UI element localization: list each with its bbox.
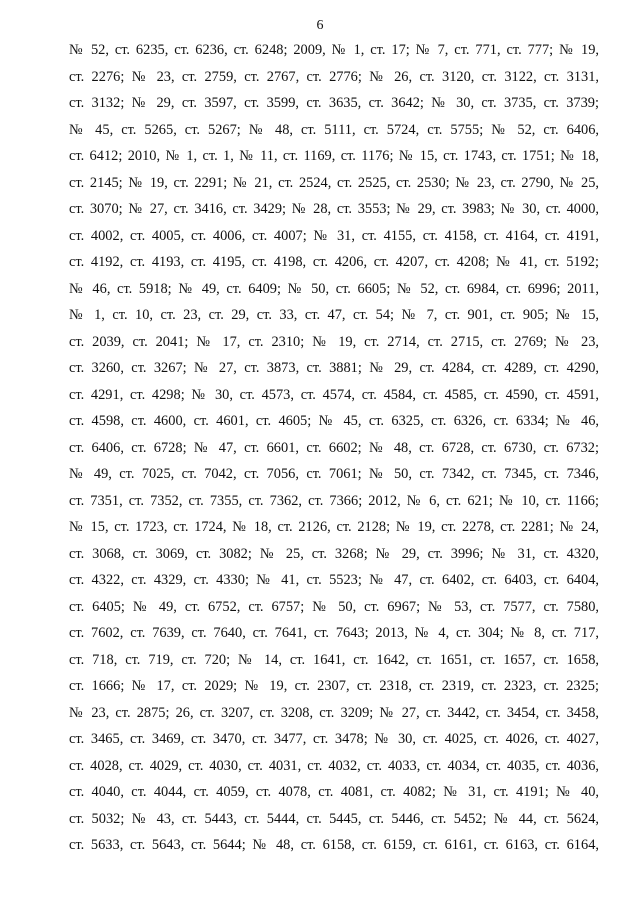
text-line: ст. 7602, ст. 7639, ст. 7640, ст. 7641, ст. 7643; 2013, № 4, ст. 304; № 8, ст. 717, [69,625,599,641]
text-line: ст. 2039, ст. 2041; № 17, ст. 2310; № 19, ст. 2714, ст. 2715, ст. 2769; № 23, [69,333,599,350]
text-line: № 52, ст. 6235, ст. 6236, ст. 6248; 2009, № 1, ст. 17; № 7, ст. 771, ст. 777; № 19, [69,42,599,58]
text-line: ст. 4598, ст. 4600, ст. 4601, ст. 4605; № 45, ст. 6325, ст. 6326, ст. 6334; № 46, [69,413,599,429]
text-line: ст. 718, ст. 719, ст. 720; № 14, ст. 1641, ст. 1642, ст. 1651, ст. 1657, ст. 1658, [69,651,599,668]
text-line: ст. 6412; 2010, № 1, ст. 1, № 11, ст. 1169, ст. 1176; № 15, ст. 1743, ст. 1751; № 18, [69,148,599,164]
text-line: ст. 3068, ст. 3069, ст. 3082; № 25, ст. 3268; № 29, ст. 3996; № 31, ст. 4320, [69,545,599,562]
text-line: ст. 3465, ст. 3469, ст. 3470, ст. 3477, ст. 3478; № 30, ст. 4025, ст. 4026, ст. 4027, [69,731,599,747]
text-line: ст. 7351, ст. 7352, ст. 7355, ст. 7362, ст. 7366; 2012, № 6, ст. 621; № 10, ст. 1166; [69,492,599,509]
text-line: ст. 4002, ст. 4005, ст. 4006, ст. 4007; № 31, ст. 4155, ст. 4158, ст. 4164, ст. 4191, [69,227,599,244]
text-line: ст. 2145; № 19, ст. 2291; № 21, ст. 2524, ст. 2525, ст. 2530; № 23, ст. 2790, № 25, [69,174,599,191]
text-line: ст. 6405; № 49, ст. 6752, ст. 6757; № 50, ст. 6967; № 53, ст. 7577, ст. 7580, [69,598,599,615]
text-line: № 15, ст. 1723, ст. 1724, № 18, ст. 2126, ст. 2128; № 19, ст. 2278, ст. 2281; № 24, [69,519,599,535]
text-line: ст. 5633, ст. 5643, ст. 5644; № 48, ст. 6158, ст. 6159, ст. 6161, ст. 6163, ст. 6164, [69,837,599,853]
text-line: ст. 1666; № 17, ст. 2029; № 19, ст. 2307, ст. 2318, ст. 2319, ст. 2323, ст. 2325; [69,678,599,694]
text-line: № 1, ст. 10, ст. 23, ст. 29, ст. 33, ст. 47, ст. 54; № 7, ст. 901, ст. 905; № 15, [69,307,599,323]
text-line: ст. 4322, ст. 4329, ст. 4330; № 41, ст. 5523; № 47, ст. 6402, ст. 6403, ст. 6404, [69,572,599,588]
text-line: ст. 3070; № 27, ст. 3416, ст. 3429; № 28, ст. 3553; № 29, ст. 3983; № 30, ст. 4000, [69,201,599,217]
document-body [69,37,599,859]
text-line: ст. 5032; № 43, ст. 5443, ст. 5444, ст. 5445, ст. 5446, ст. 5452; № 44, ст. 5624, [69,810,599,827]
text-line: № 23, ст. 2875; 26, ст. 3207, ст. 3208, ст. 3209; № 27, ст. 3442, ст. 3454, ст. 3458, [69,704,599,721]
text-line: № 49, ст. 7025, ст. 7042, ст. 7056, ст. 7061; № 50, ст. 7342, ст. 7345, ст. 7346, [69,466,599,482]
text-line: ст. 4291, ст. 4298; № 30, ст. 4573, ст. 4574, ст. 4584, ст. 4585, ст. 4590, ст. 4591, [69,386,599,403]
text-line: ст. 4192, ст. 4193, ст. 4195, ст. 4198, ст. 4206, ст. 4207, ст. 4208; № 41, ст. 5192; [69,254,599,270]
text-line: ст. 4028, ст. 4029, ст. 4030, ст. 4031, ст. 4032, ст. 4033, ст. 4034, ст. 4035, ст. 4036, [69,757,599,774]
text-line: ст. 3132; № 29, ст. 3597, ст. 3599, ст. 3635, ст. 3642; № 30, ст. 3735, ст. 3739; [69,95,599,111]
text-line: ст. 3260, ст. 3267; № 27, ст. 3873, ст. 3881; № 29, ст. 4284, ст. 4289, ст. 4290, [69,360,599,376]
page-number: 6 [316,18,324,33]
text-line: № 45, ст. 5265, ст. 5267; № 48, ст. 5111, ст. 5724, ст. 5755; № 52, ст. 6406, [69,121,599,138]
text-line: ст. 4040, ст. 4044, ст. 4059, ст. 4078, ст. 4081, ст. 4082; № 31, ст. 4191; № 40, [69,784,599,800]
text-line: ст. 6406, ст. 6728; № 47, ст. 6601, ст. 6602; № 48, ст. 6728, ст. 6730, ст. 6732; [69,439,599,456]
text-line: ст. 2276; № 23, ст. 2759, ст. 2767, ст. 2776; № 26, ст. 3120, ст. 3122, ст. 3131, [69,68,599,85]
text-line: № 46, ст. 5918; № 49, ст. 6409; № 50, ст. 6605; № 52, ст. 6984, ст. 6996; 2011, [69,280,599,297]
